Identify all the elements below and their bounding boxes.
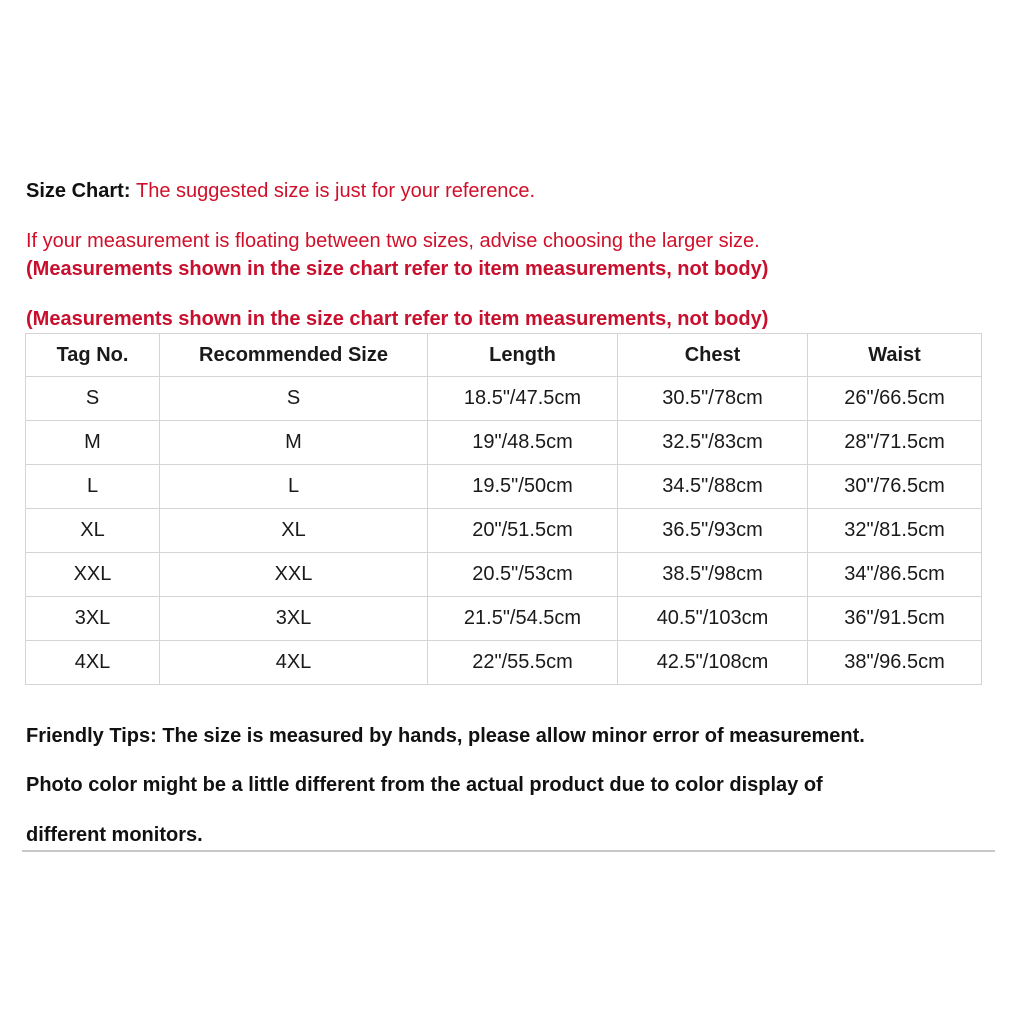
- size-advice: If your measurement is floating between two sizes, advise choosing the larger size.: [26, 230, 760, 252]
- table-cell: 22"/55.5cm: [428, 641, 618, 685]
- table-cell: S: [26, 377, 160, 421]
- table-cell: 4XL: [160, 641, 428, 685]
- table-row: [26, 553, 982, 597]
- table-row: [26, 509, 982, 553]
- table-cell: 3XL: [160, 597, 428, 641]
- table-cell: 38.5"/98cm: [618, 553, 808, 597]
- table-cell: 30"/76.5cm: [808, 465, 982, 509]
- table-cell: XL: [160, 509, 428, 553]
- table-row: [26, 465, 982, 509]
- table-cell: 19"/48.5cm: [428, 421, 618, 465]
- table-cell: 4XL: [26, 641, 160, 685]
- table-cell: 20"/51.5cm: [428, 509, 618, 553]
- table-cell: 38"/96.5cm: [808, 641, 982, 685]
- table-cell: 28"/71.5cm: [808, 421, 982, 465]
- table-cell: 32"/81.5cm: [808, 509, 982, 553]
- column-header-recommended-size: Recommended Size: [160, 334, 428, 377]
- heading-separator: :: [123, 180, 137, 202]
- table-cell: L: [160, 465, 428, 509]
- table-cell: 21.5"/54.5cm: [428, 597, 618, 641]
- table-cell: 3XL: [26, 597, 160, 641]
- column-header-length: Length: [428, 334, 618, 377]
- table-row: [26, 597, 982, 641]
- table-cell: 36"/91.5cm: [808, 597, 982, 641]
- column-header-chest: Chest: [618, 334, 808, 377]
- table-row: [26, 641, 982, 685]
- table-cell: 30.5"/78cm: [618, 377, 808, 421]
- table-cell: S: [160, 377, 428, 421]
- column-header-waist: Waist: [808, 334, 982, 377]
- table-cell: M: [160, 421, 428, 465]
- table-cell: M: [26, 421, 160, 465]
- measurement-note-2: (Measurements shown in the size chart refer to item measurements, not body): [26, 308, 769, 330]
- table-row: [26, 377, 982, 421]
- measurement-note-1: (Measurements shown in the size chart refer to item measurements, not body): [26, 258, 769, 280]
- table-cell: 36.5"/93cm: [618, 509, 808, 553]
- table-cell: 40.5"/103cm: [618, 597, 808, 641]
- photo-color-note: Photo color might be a little different from the actual product due to color display of: [26, 774, 823, 796]
- table-cell: 42.5"/108cm: [618, 641, 808, 685]
- table-cell: L: [26, 465, 160, 509]
- column-header-tag-no: Tag No.: [26, 334, 160, 377]
- table-row: [26, 421, 982, 465]
- reference-note: The suggested size is just for your reference.: [136, 180, 536, 202]
- size-table: [25, 333, 982, 685]
- table-cell: 20.5"/53cm: [428, 553, 618, 597]
- table-cell: 19.5"/50cm: [428, 465, 618, 509]
- table-cell: XXL: [26, 553, 160, 597]
- table-cell: 18.5"/47.5cm: [428, 377, 618, 421]
- table-cell: 34"/86.5cm: [808, 553, 982, 597]
- photo-color-note-continued: different monitors.: [26, 824, 203, 846]
- bottom-divider: [22, 850, 995, 852]
- table-cell: 26"/66.5cm: [808, 377, 982, 421]
- table-cell: 34.5"/88cm: [618, 465, 808, 509]
- table-cell: XL: [26, 509, 160, 553]
- table-cell: XXL: [160, 553, 428, 597]
- table-cell: 32.5"/83cm: [618, 421, 808, 465]
- size-chart-label: Size Chart: [26, 180, 124, 202]
- table-header-row: [26, 334, 982, 377]
- friendly-tips-line: Friendly Tips: The size is measured by hands, please allow minor error of measurement.: [26, 725, 865, 747]
- size-chart-heading: [26, 180, 535, 203]
